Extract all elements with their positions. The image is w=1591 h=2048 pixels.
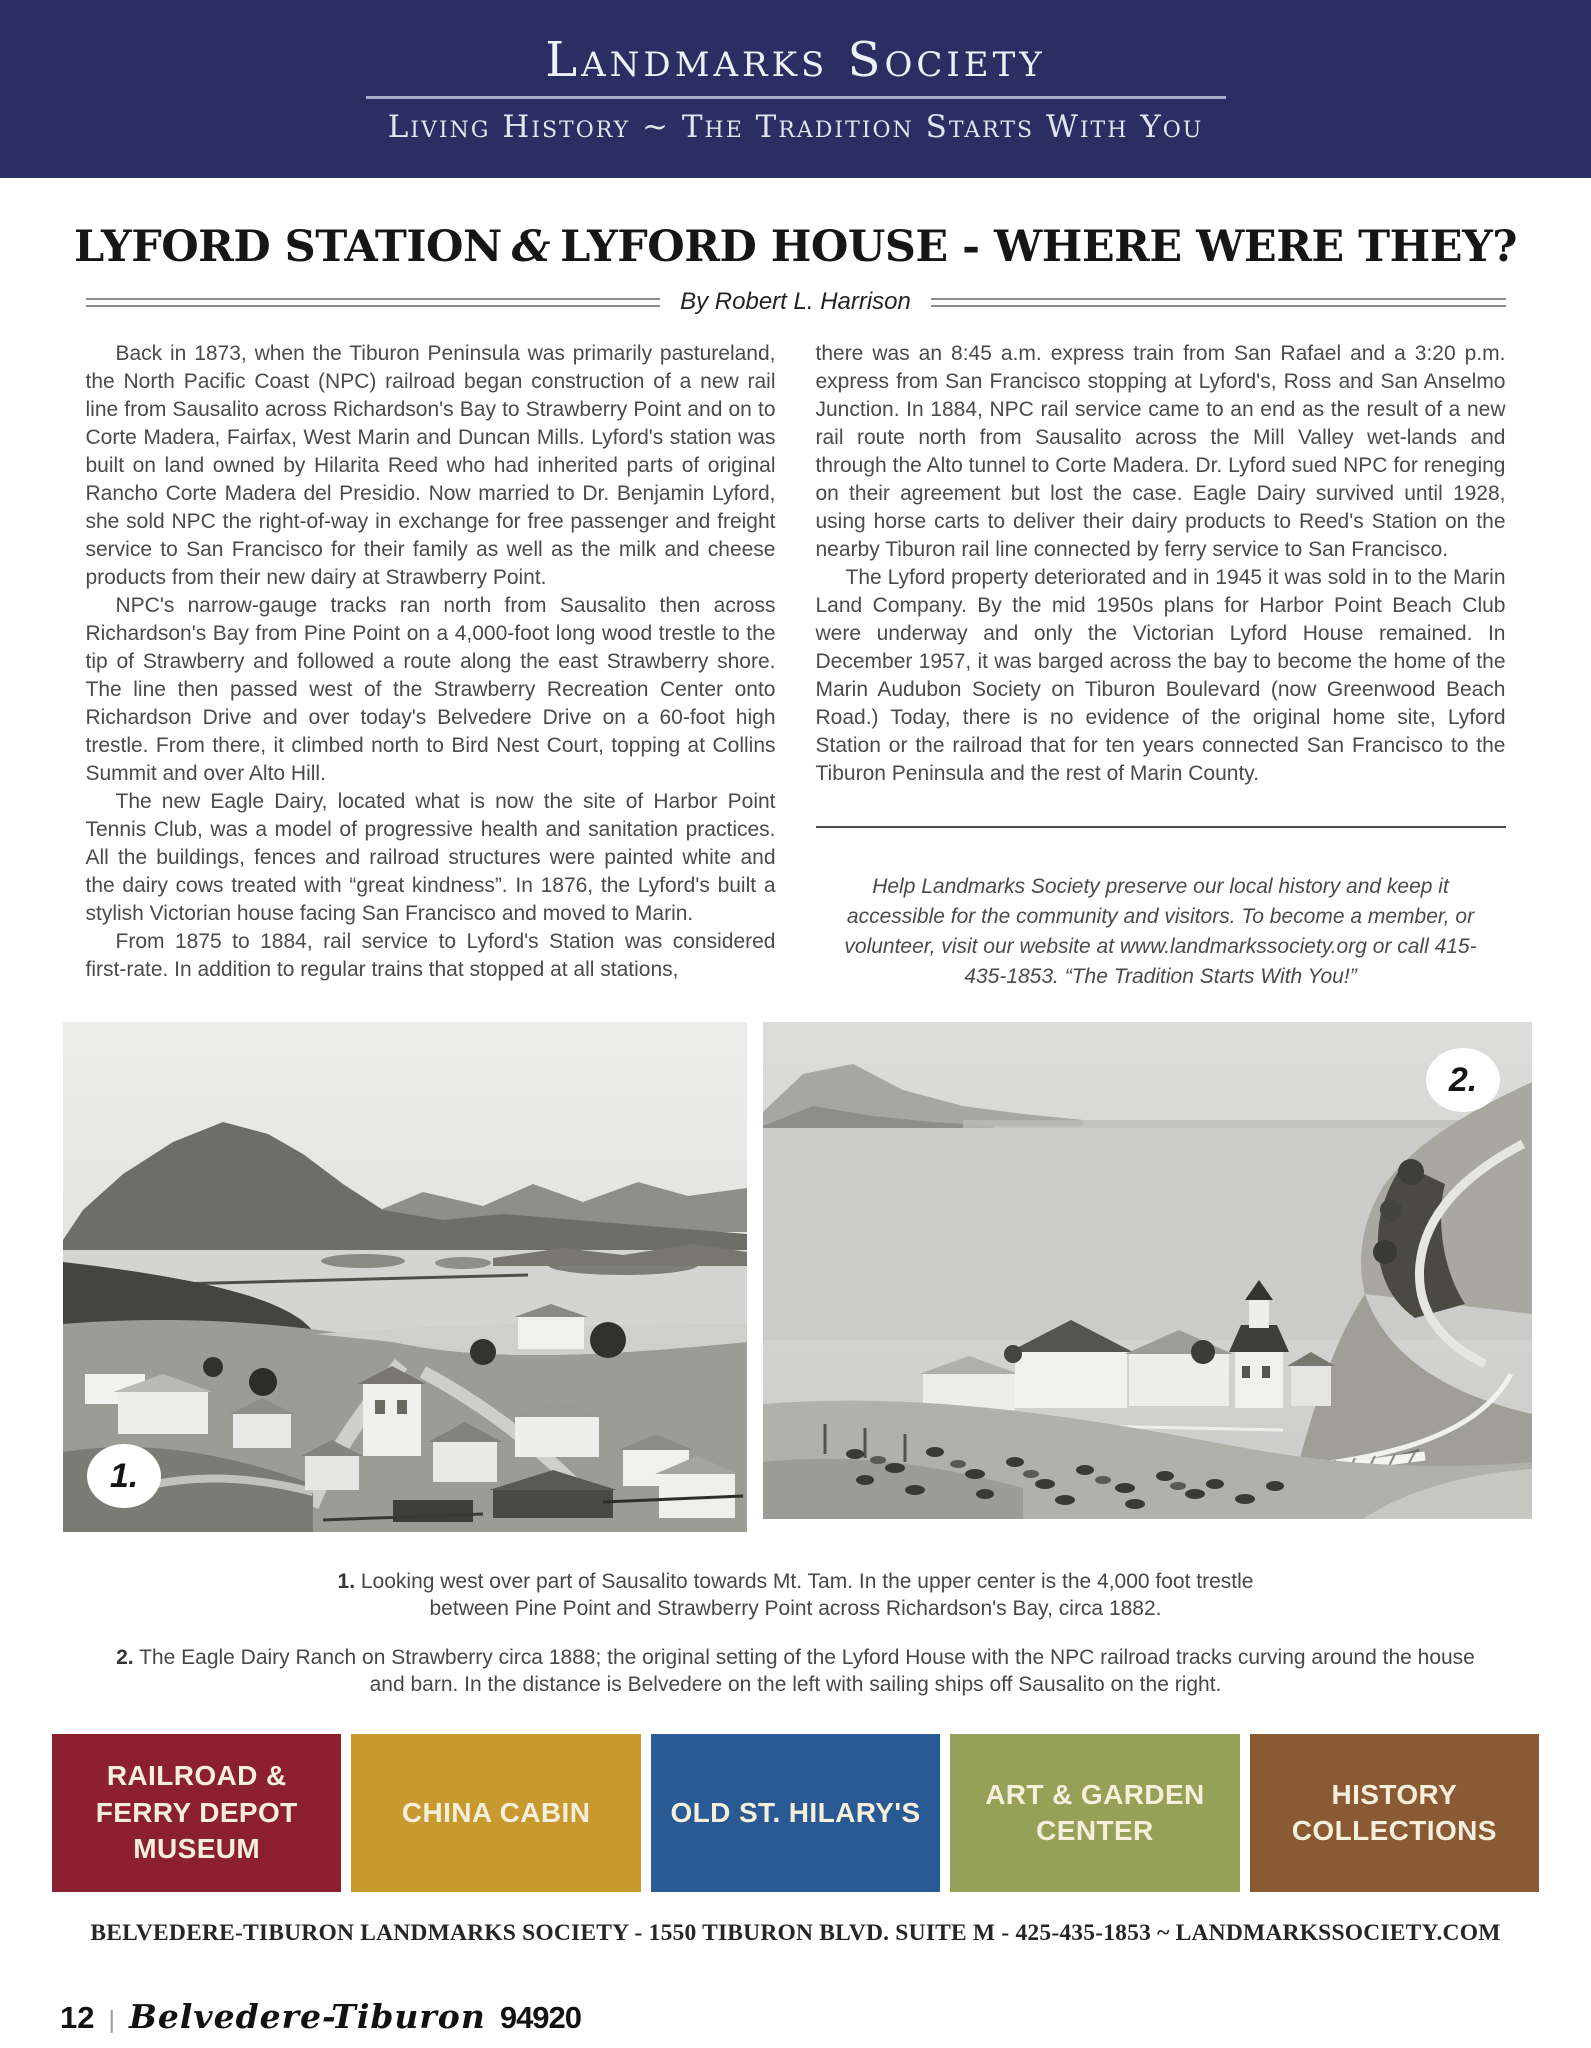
footer-separator: |: [108, 2006, 115, 2034]
page-number: 12: [60, 2000, 95, 2035]
footer-society-line: BELVEDERE-TIBURON LANDMARKS SOCIETY - 1550 TIBURON BLVD. SUITE M - 425-435-1853 ~ LANDMARKSSOCIETY.COM: [90, 1920, 1501, 1946]
paragraph: there was an 8:45 a.m. express train from San Rafael and a 3:20 p.m. express from San Francisco stopping at Lyford's, Ross and San Anselmo Junction. In 1884, NPC rail service came to an end as the result of a new rail route north from Sausalito across the Mill Valley wet-lands and through the Alto tunnel to Corte Madera. Dr. Lyford sued NPC for reneging on their agreement but lost the case. Eagle Dairy survived until 1928, using horse carts to deliver their dairy products to Reed's Station on the nearby Tiburon rail line connected by ferry service to San Francisco.: [815, 342, 1506, 561]
article-title-pre: LYFORD STATION: [74, 222, 502, 272]
site-box-railroad-ferry-depot-museum: RAILROAD & FERRY DEPOT MUSEUM: [52, 1734, 341, 1892]
zip-code: 94920: [499, 2000, 582, 2035]
photo-2-image: [763, 1022, 1532, 1519]
site-box-row: [52, 1734, 1539, 1892]
article-title: [0, 222, 1591, 272]
caption-2-number: 2.: [116, 1646, 134, 1669]
site-box-old-st-hilarys: OLD ST. HILARY'S: [651, 1734, 940, 1892]
byline: By Robert L. Harrison: [680, 288, 911, 315]
site-box-china-cabin: CHINA CABIN: [351, 1734, 640, 1892]
article-body: [86, 340, 1506, 992]
caption-1-text: Looking west over part of Sausalito towards Mt. Tam. In the upper center is the 4,000 foot trestle between Pine Point and Strawberry Point across Richardson's Bay, circa 1882.: [360, 1570, 1254, 1620]
paragraph: The Lyford property deteriorated and in 1945 it was sold in to the Marin Land Company. By the mid 1950s plans for Harbor Point Beach Club were underway and only the Victorian Lyford House remained. In December 1957, it was barged across the bay to become the home of the Marin Audubon Society on Tiburon Boulevard (now Greenwood Beach Road.) Today, there is no evidence of the original home site, Lyford Station or the railroad that for ten years connected San Francisco to the Tiburon Peninsula and the rest of Marin County.: [815, 566, 1506, 785]
masthead-divider: [366, 96, 1226, 99]
paragraph: From 1875 to 1884, rail service to Lyford's Station was considered first-rate. In addition to regular trains that stopped at all stations,: [85, 930, 776, 981]
photo-1: [63, 1022, 747, 1532]
masthead-tagline: Living History ~ The Tradition Starts With You: [387, 108, 1204, 145]
paragraph: NPC's narrow-gauge tracks ran north from Sausalito then across Richardson's Bay from Pine Point on a 4,000-foot long wood trestle to the tip of Strawberry and followed a route along the east Strawberry shore. The line then passed west of the Strawberry Recreation Center onto Richardson Drive and over today's Belvedere Drive on a 60-foot high trestle. From there, it climbed north to Bird Nest Court, topping at Collins Summit and over Alto Hill.: [85, 594, 776, 785]
paragraph: The new Eagle Dairy, located what is now the site of Harbor Point Tennis Club, was a model of progressive health and sanitation practices. All the buildings, fences and railroad structures were painted white and the dairy cows treated with “great kindness”. In 1876, the Lyford's built a stylish Victorian house facing San Francisco and moved to Marin.: [85, 790, 776, 925]
caption-2-text: The Eagle Dairy Ranch on Strawberry circa 1888; the original setting of the Lyford House with the NPC railroad tracks curving around the house and barn. In the distance is Belvedere on the left with sailing ships off Sausalito on the right.: [139, 1646, 1475, 1696]
photo-2-number-badge: 2.: [1426, 1048, 1500, 1112]
photo-1-image: [63, 1022, 747, 1532]
photo-1-number-badge: 1.: [87, 1444, 161, 1508]
masthead-banner: [0, 0, 1591, 178]
right-column: [816, 340, 1506, 992]
masthead-title: Landmarks Society: [545, 31, 1046, 88]
photo-2: [763, 1022, 1532, 1519]
publication-name: Belvedere-Tiburon: [128, 1997, 486, 2036]
byline-rule-right: [931, 298, 1506, 307]
caption-2: [106, 1644, 1486, 1698]
article-title-ampersand: &: [511, 222, 551, 272]
left-column: [86, 340, 776, 992]
site-box-art-garden-center: ART & GARDEN CENTER: [950, 1734, 1239, 1892]
paragraph: Back in 1873, when the Tiburon Peninsula was primarily pastureland, the North Pacific Coast (NPC) railroad began construction of a new rail line from Sausalito across Richardson's Bay to Strawberry Point and on to Corte Madera, Fairfax, West Marin and Duncan Mills. Lyford's station was built on land owned by Hilarita Reed who had inherited parts of original Rancho Corte Madera del Presidio. Now married to Dr. Benjamin Lyford, she sold NPC the right-of-way in exchange for free passenger and freight service to San Francisco for their family as well as the milk and cheese products from their new dairy at Strawberry Point.: [85, 342, 776, 589]
page-footer: [60, 1997, 581, 2036]
byline-rule-left: [86, 298, 661, 307]
section-divider: [816, 826, 1506, 828]
caption-1: [306, 1568, 1286, 1622]
caption-1-number: 1.: [337, 1570, 356, 1593]
membership-note: Help Landmarks Society preserve our local history and keep it accessible for the community and visitors. To become a member, or volunteer, visit our website at www.landmarkssociety.org or call 415-435-1853. “The Tradition Starts With You!”: [844, 875, 1477, 988]
site-box-history-collections: HISTORY COLLECTIONS: [1250, 1734, 1539, 1892]
article-title-post: LYFORD HOUSE - WHERE WERE THEY?: [560, 222, 1517, 272]
byline-row: [86, 288, 1506, 316]
photo-row: [63, 1022, 1591, 1532]
